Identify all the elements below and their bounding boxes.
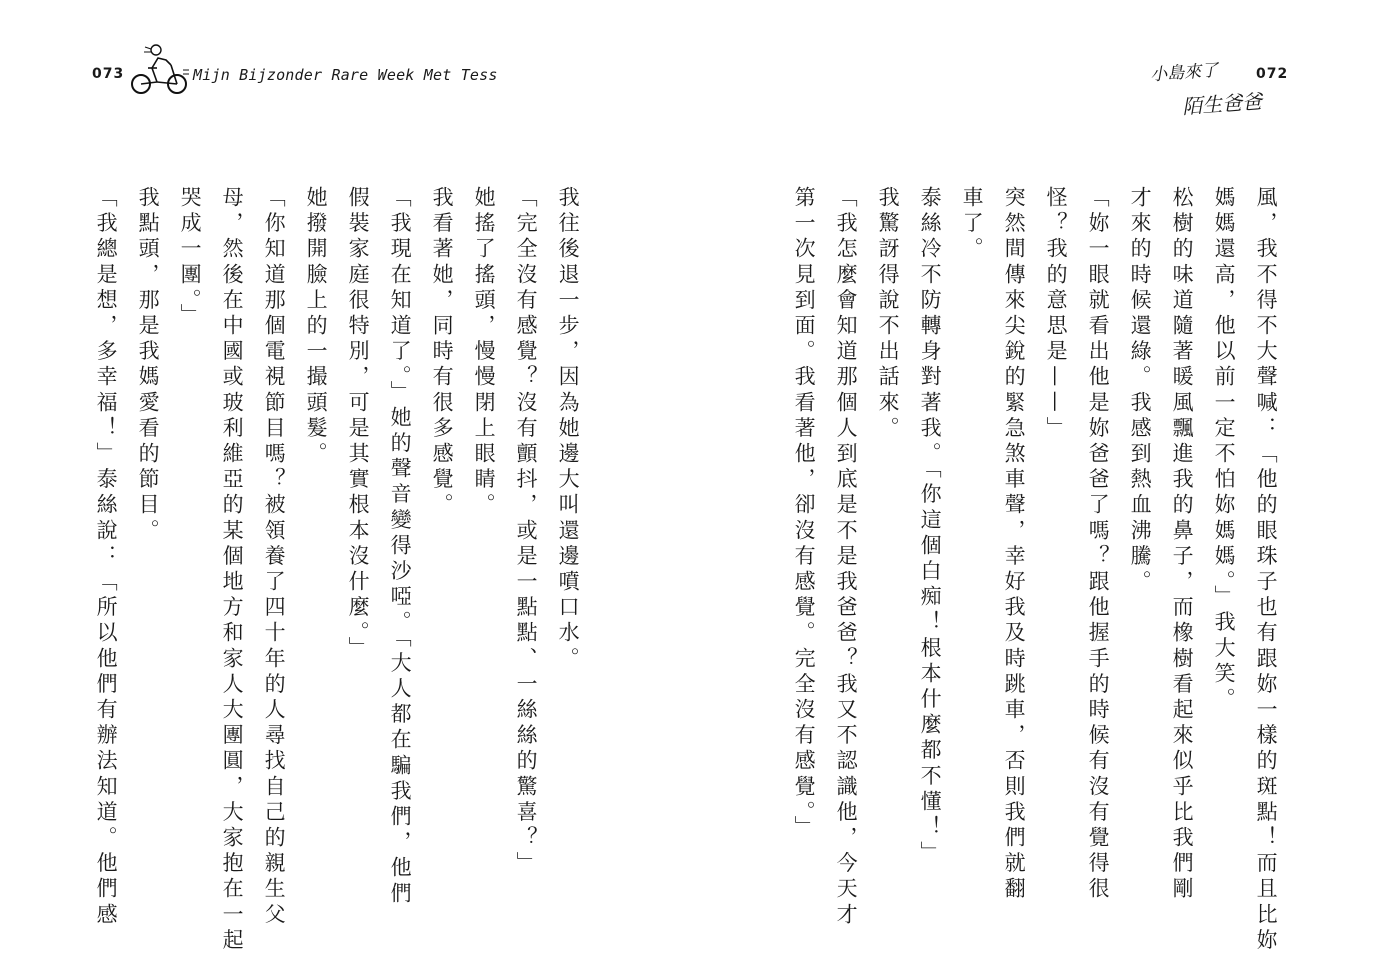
text-column: 「我總是想，多幸福！」泰絲說：「所以他們有辦法知道。他們感	[94, 186, 119, 929]
girl-on-bicycle-icon	[128, 40, 190, 100]
right-running-title-line2: 陌生爸爸	[1181, 89, 1263, 119]
text-column: 哭成一團。」	[178, 186, 203, 330]
text-column: 「你知道那個電視節目嗎？被領養了四十年的人尋找自己的親生父	[262, 186, 287, 929]
text-column: 「我現在知道了。」她的聲音變得沙啞。「大人都在騙我們，他們	[388, 186, 413, 908]
right-running-title-line1: 小島來了	[1149, 60, 1219, 86]
text-column: 她搖了搖頭，慢慢閉上眼睛。	[472, 186, 497, 519]
text-column: 我看著她，同時有很多感覺。	[430, 186, 455, 519]
right-page-number: 072	[1256, 66, 1289, 82]
text-column: 她撥開臉上的一撮頭髮。	[304, 186, 329, 468]
text-column: 泰絲冷不防轉身對著我。「你這個白痴！根本什麼都不懂！」	[918, 186, 943, 867]
text-column: 我往後退一步，因為她邊大叫還邊噴口水。	[556, 186, 581, 673]
text-column: 才來的時候還綠。我感到熱血沸騰。	[1128, 186, 1153, 596]
text-column: 假裝家庭很特別，可是其實根本沒什麼。」	[346, 186, 371, 662]
left-running-title: Mijn Bijzonder Rare Week Met Tess	[193, 66, 498, 84]
text-column: 媽媽還高，他以前一定不怕妳媽媽。」我大笑。	[1212, 186, 1237, 714]
text-column: 「妳一眼就看出他是妳爸爸了嗎？跟他握手的時候有沒有覺得很	[1086, 186, 1111, 903]
text-column: 第一次見到面。我看著他，卻沒有感覺。完全沒有感覺。」	[792, 186, 817, 842]
text-column: 車了。	[960, 186, 985, 263]
text-column: 怪？我的意思是——」	[1044, 186, 1069, 442]
text-column: 我驚訝得說不出話來。	[876, 186, 901, 442]
text-column: 母，然後在中國或玻利維亞的某個地方和家人大團圓，大家抱在一起	[220, 186, 245, 954]
text-column: 松樹的味道隨著暖風飄進我的鼻子，而橡樹看起來似乎比我們剛	[1170, 186, 1195, 903]
text-column: 突然間傳來尖銳的緊急煞車聲，幸好我及時跳車，否則我們就翻	[1002, 186, 1027, 903]
text-column: 「完全沒有感覺？沒有顫抖，或是一點點、一絲絲的驚喜？」	[514, 186, 539, 878]
text-column: 風，我不得不大聲喊：「他的眼珠子也有跟妳一樣的斑點！而且比妳	[1254, 186, 1279, 954]
text-column: 「我怎麼會知道那個人到底是不是我爸爸？我又不認識他，今天才	[834, 186, 859, 929]
left-page-number: 073	[92, 66, 125, 82]
text-column: 我點頭，那是我媽愛看的節目。	[136, 186, 161, 545]
